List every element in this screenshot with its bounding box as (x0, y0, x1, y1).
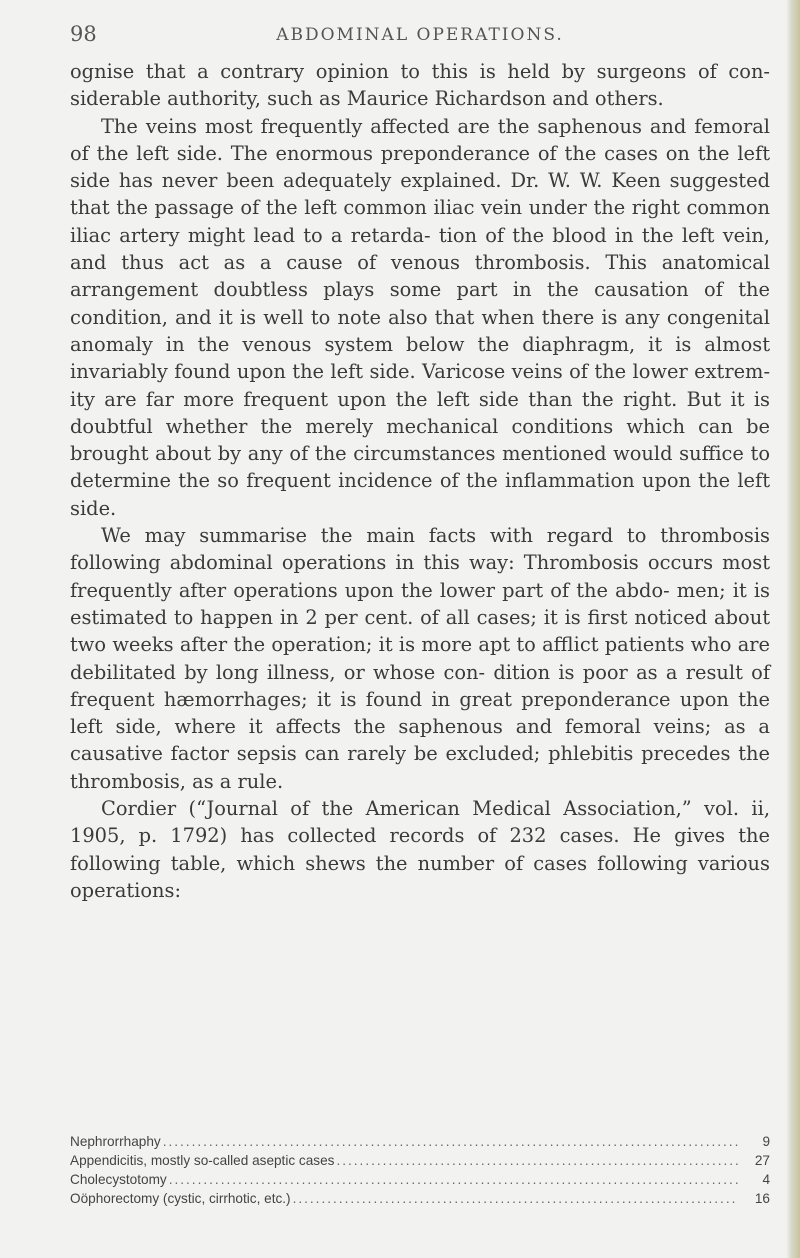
dot-leader (163, 1134, 738, 1149)
table-row (70, 1153, 770, 1172)
row-value: 9 (762, 1134, 770, 1149)
page-number: 98 (70, 22, 97, 46)
dot-leader (336, 1153, 738, 1168)
operations-table (70, 1134, 770, 1210)
table-row (70, 1191, 770, 1210)
row-value: 4 (762, 1172, 770, 1187)
running-head: ABDOMINAL OPERATIONS. (276, 25, 564, 45)
row-label: Oöphorectomy (cystic, cirrhotic, etc.) (70, 1191, 291, 1206)
page-header (70, 22, 770, 52)
row-value: 16 (754, 1191, 770, 1206)
row-label: Nephrorrhaphy (70, 1134, 161, 1149)
paragraph: We may summarise the main facts with regard to thrombosis following abdominal operations in this way: Thrombosis occurs most frequently after operations upon the lower part of the abdo- men; it is estimated to happen in 2 per cent. of all cases; it is first noticed about two weeks after the operation; it is more apt to afflict patients who are debilitated by long illness, or whose con- dition is poor as a result of frequent hæmorrhages; it is found in great preponderance upon the left side, where it affects the saphenous and femoral veins; as a causative factor sepsis can rarely be excluded; phlebitis precedes the thrombosis, as a rule. (70, 524, 770, 793)
table-row (70, 1134, 770, 1153)
page-edge-shadow (786, 0, 800, 1258)
row-value: 27 (754, 1153, 770, 1168)
paragraph: The veins most frequently affected are the saphenous and femoral of the left side. The enormous preponderance of the cases on the left side has never been adequately explained. Dr. W. W. Keen suggested that the passage of the left common iliac vein under the right common iliac artery might lead to a retarda- tion of the blood in the left vein, and thus act as a cause of venous thrombosis. This anatomical arrangement doubtless plays some part in the causation of the condition, and it is well to note also that when there is any congenital anomaly in the venous system below the diaphragm, it is almost invariably found upon the left side. Varicose veins of the lower extrem- ity are far more frequent upon the left side than the right. But it is doubtful whether the merely mechanical conditions which can be brought about by any of the circumstances mentioned would suffice to determine the so frequent incidence of the inflammation upon the left side. (70, 114, 770, 520)
paragraph-continuation: ognise that a contrary opinion to this is held by surgeons of con- siderable authority, such as Maurice Richardson and others. (70, 60, 770, 111)
table-row (70, 1172, 770, 1191)
dot-leader (169, 1172, 738, 1187)
body-text (70, 58, 770, 904)
row-label: Appendicitis, mostly so-called aseptic cases (70, 1153, 335, 1168)
row-label: Cholecystotomy (70, 1172, 167, 1187)
dot-leader (293, 1191, 738, 1206)
paragraph: Cordier (“Journal of the American Medical Association,” vol. ii, 1905, p. 1792) has collected records of 232 cases. He gives the following table, which shews the number of cases following various operations: (70, 797, 770, 902)
